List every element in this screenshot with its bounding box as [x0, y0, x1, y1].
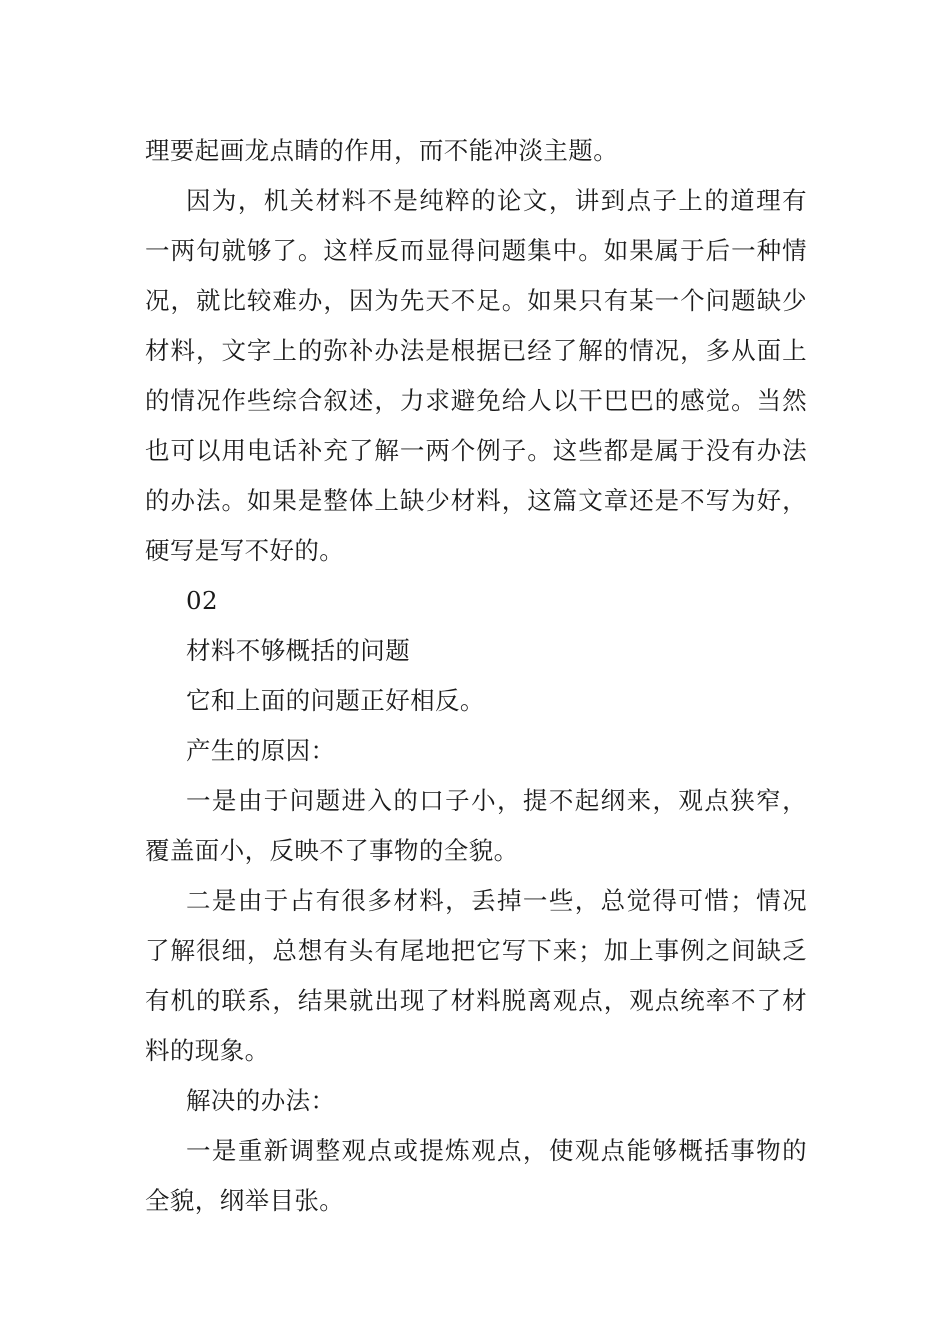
paragraph-reason: 因为，机关材料不是纯粹的论文，讲到点子上的道理有一两句就够了。这样反而显得问题集中。如果属于后一种情况，就比较难办，因为先天不足。如果只有某一个问题缺少材料，文字上的弥补办法是根据已经了解的情况，多从面上的情况作些综合叙述，力求避免给人以干巴巴的感觉。当然也可以用电话补充了解一两个例子。这些都是属于没有办法的办法。如果是整体上缺少材料，这篇文章还是不写为好，硬写是写不好的。 — [145, 186, 807, 565]
cause-two: 二是由于占有很多材料，丢掉一些，总觉得可惜；情况了解很细，总想有头有尾地把它写下来；加上事例之间缺乏有机的联系，结果就出现了材料脱离观点，观点统率不了材料的现象。 — [145, 886, 807, 1065]
document-body — [145, 126, 807, 1226]
solutions-heading: 解决的办法： — [186, 1086, 336, 1115]
causes-heading: 产生的原因： — [186, 736, 336, 765]
section-heading: 材料不够概括的问题 — [186, 636, 411, 665]
paragraph-intro: 它和上面的问题正好相反。 — [186, 686, 485, 715]
solution-one: 一是重新调整观点或提炼观点，使观点能够概括事物的全貌，纲举目张。 — [145, 1136, 807, 1215]
cause-one: 一是由于问题进入的口子小，提不起纲来，观点狭窄，覆盖面小，反映不了事物的全貌。 — [145, 786, 807, 865]
paragraph-continuation: 理要起画龙点睛的作用，而不能冲淡主题。 — [145, 136, 619, 165]
section-number: 02 — [186, 586, 218, 615]
